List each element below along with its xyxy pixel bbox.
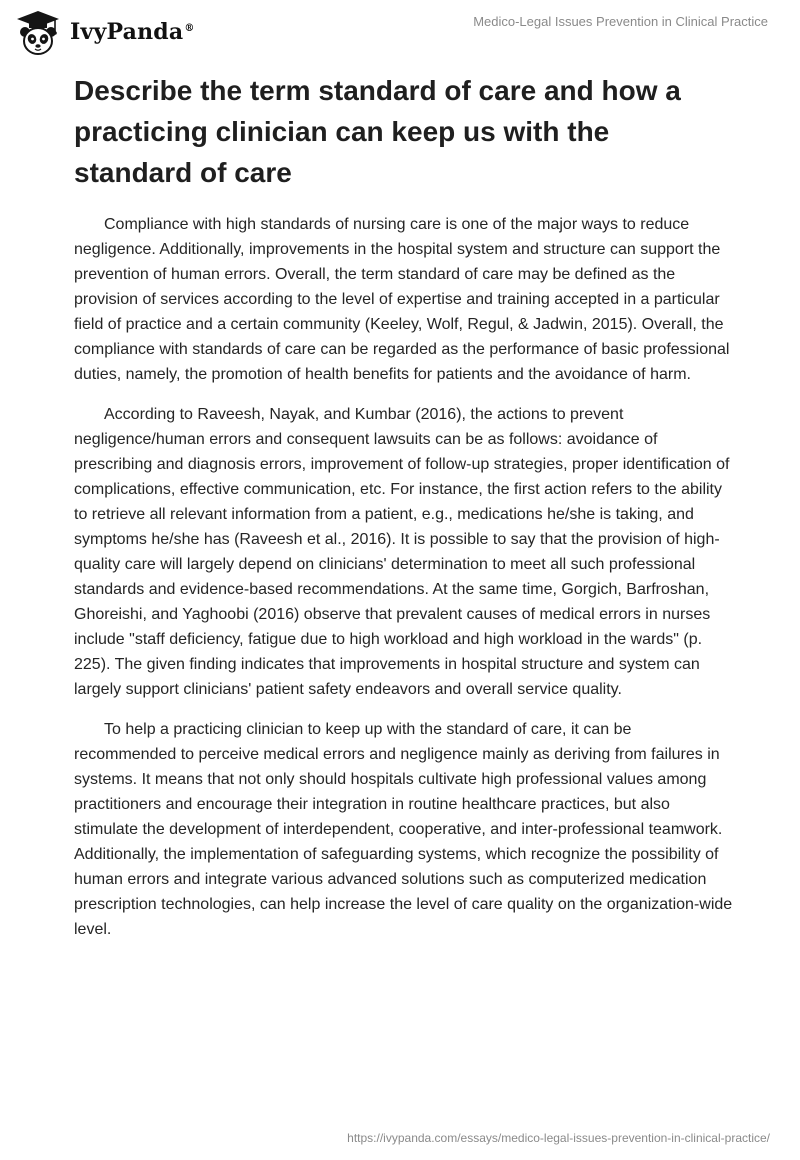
- page-title: Describe the term standard of care and how a practicing clinician can keep us with the standard of care: [74, 75, 681, 188]
- page-header: [0, 0, 800, 64]
- paragraph: To help a practicing clinician to keep up with the standard of care, it can be recommended to perceive medical errors and negligence mainly as deriving from failures in systems. It means that not only should hospitals cultivate high professional values among practitioners and encourage their integration in routine healthcare practices, but also stimulate the development of interdependent, cooperative, and inter-professional teamwork. Additionally, the implementation of safeguarding systems, which recognize the possibility of human errors and integrate various advanced solutions such as computerized medication prescription technologies, can help increase the level of care quality on the organization-wide level.: [74, 721, 733, 938]
- brand-name: IvyPanda®: [70, 19, 195, 45]
- document-title: Medico-Legal Issues Prevention in Clinical Practice: [473, 14, 768, 29]
- paragraph: Compliance with high standards of nursing care is one of the major ways to reduce negligence. Additionally, improvements in the hospital system and structure can support the prevention of human errors. Overall, the term standard of care may be defined as the provision of services according to the level of expertise and training accepted in a particular field of practice and a certain community (Keeley, Wolf, Regul, & Jadwin, 2015). Overall, the compliance with standards of care can be regarded as the performance of basic professional duties, namely, the promotion of health benefits for patients and the avoidance of harm.: [74, 216, 730, 383]
- paragraph: According to Raveesh, Nayak, and Kumbar (2016), the actions to prevent negligence/human errors and consequent lawsuits can be as follows: avoidance of prescribing and diagnosis errors, improvement of follow-up strategies, proper identification of complications, effective communication, etc. For instance, the first action refers to the ability to retrieve all relevant information from a patient, e.g., medications he/she is taking, and symptoms he/she has (Raveesh et al., 2016). It is possible to say that the provision of high-quality care will largely depend on clinicians' determination to meet all such professional standards and evidence-based recommendations. At the same time, Gorgich, Barfroshan, Ghoreishi, and Yaghoobi (2016) observe that prevalent causes of medical errors in nurses include "staff deficiency, fatigue due to high workload and high workload in the wards" (p. 225). The given finding indicates that improvements in hospital structure and system can largely support clinicians' patient safety endeavors and overall service quality.: [74, 406, 730, 698]
- panda-graduate-icon: [12, 8, 64, 58]
- ivypanda-logo[interactable]: [12, 8, 195, 58]
- essay-body: [74, 212, 734, 957]
- source-url[interactable]: https://ivypanda.com/essays/medico-legal-issues-prevention-in-clinical-practice/: [347, 1131, 770, 1145]
